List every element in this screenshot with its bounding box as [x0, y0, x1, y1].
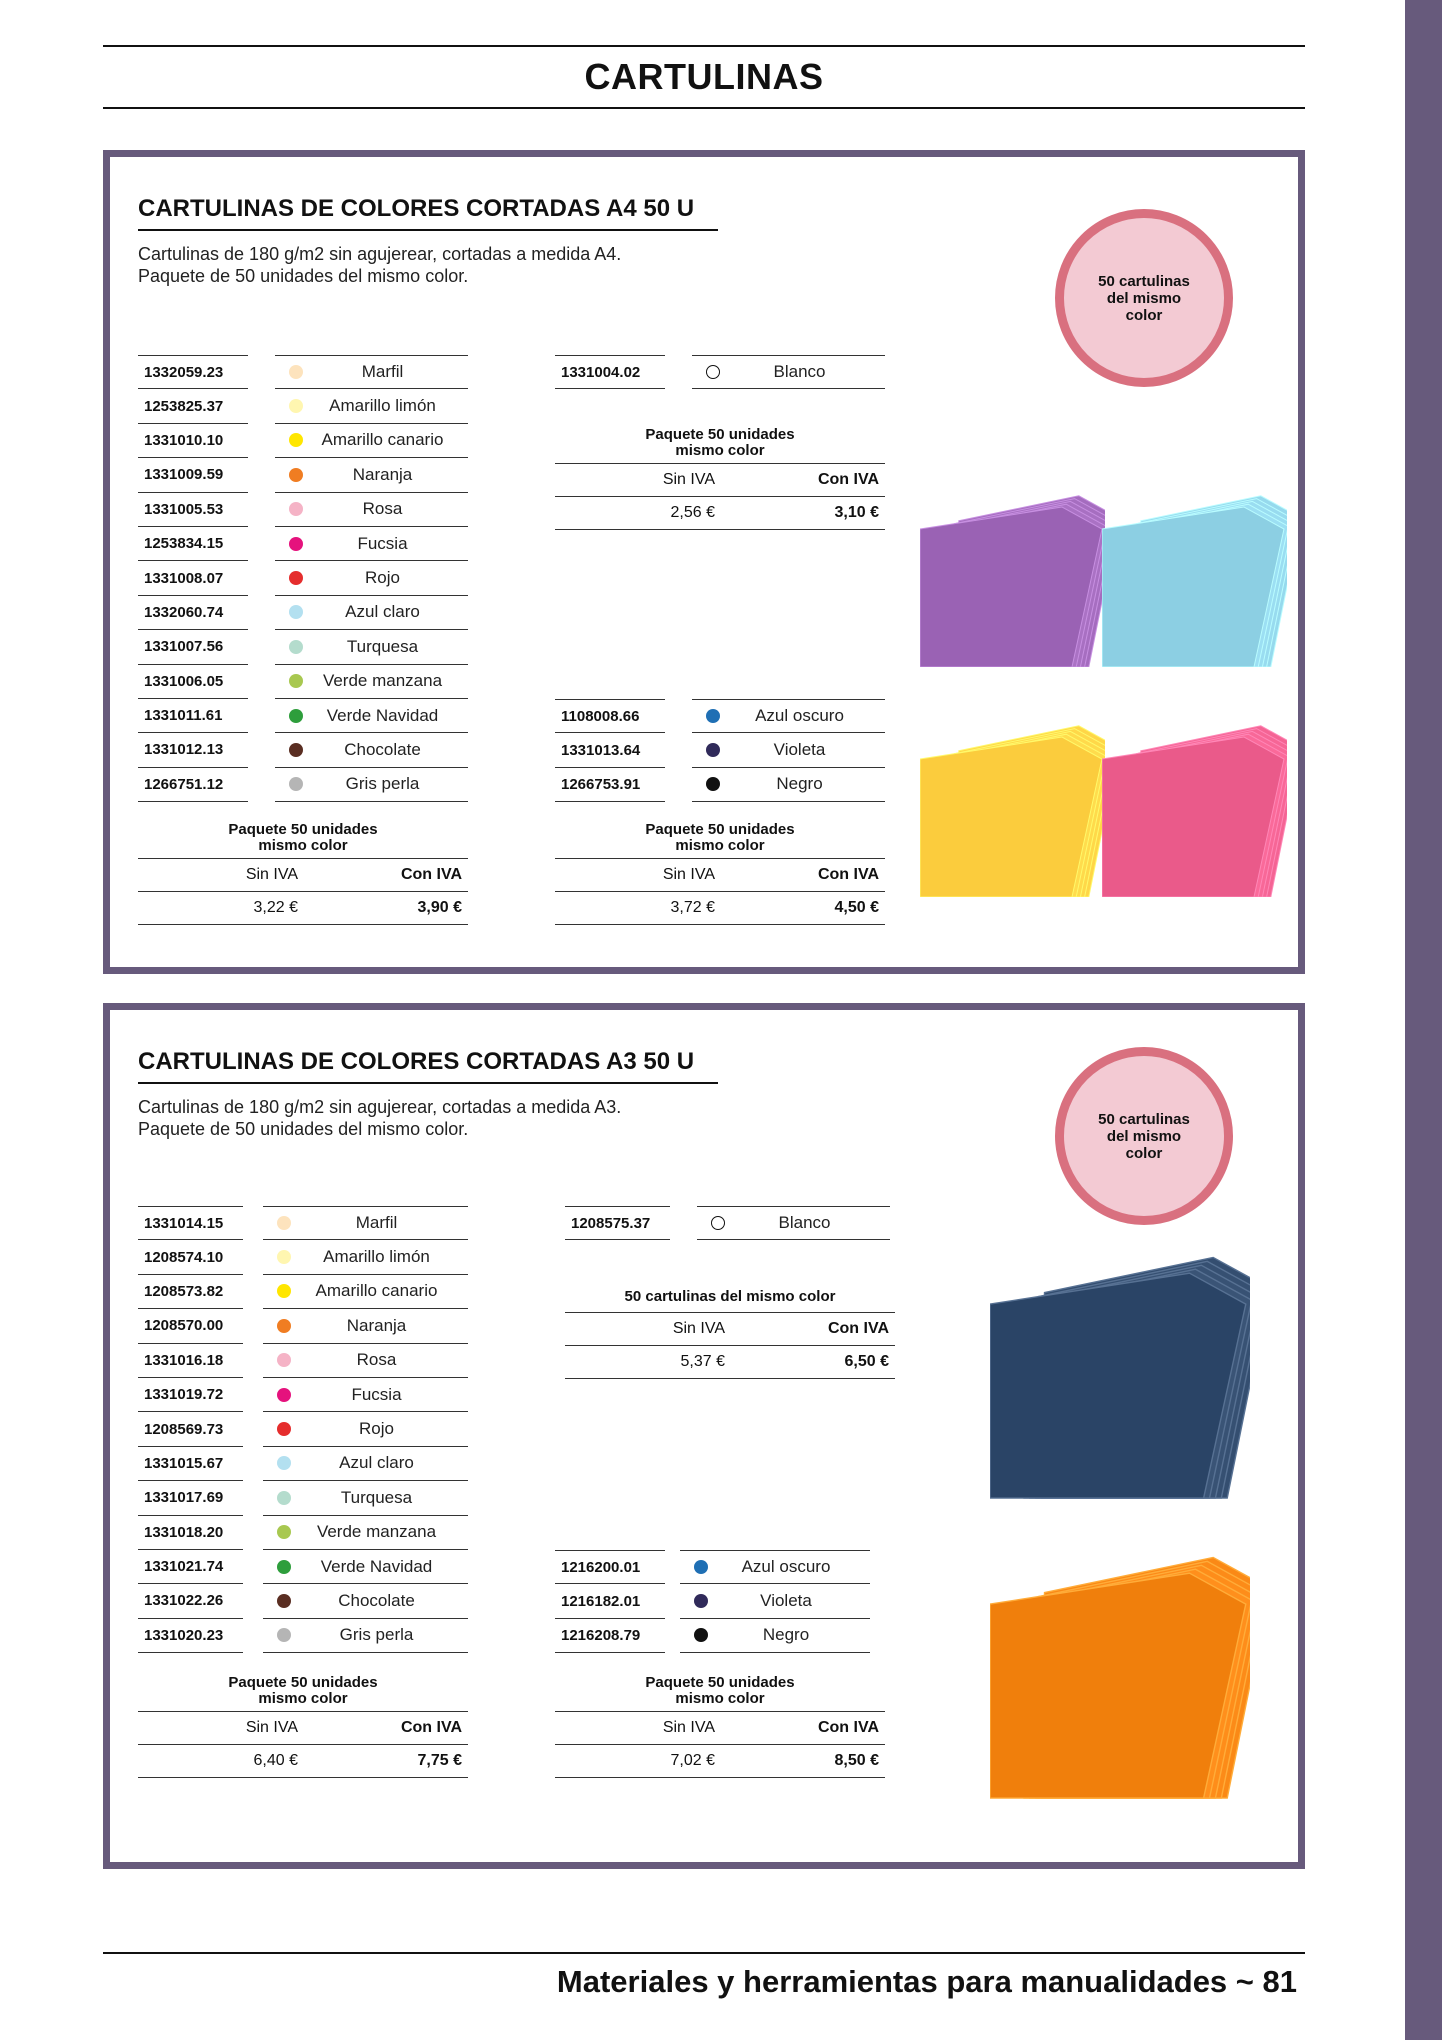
product-code: 1253834.15: [138, 527, 248, 561]
price-title-line: mismo color: [675, 1690, 765, 1707]
color-cell: [263, 1550, 468, 1584]
color-name: Naranja: [346, 1315, 407, 1335]
color-name: Fucsia: [357, 533, 408, 553]
color-cell: [275, 493, 468, 527]
color-name: Turquesa: [346, 636, 419, 656]
price-con-iva: 7,75 €: [417, 1752, 462, 1769]
color-swatch-icon: [694, 1594, 708, 1608]
color-name: Blanco: [773, 362, 826, 382]
page-footer: [103, 1952, 1305, 1999]
product-code: 1331021.74: [138, 1550, 243, 1584]
color-swatch-icon: [706, 709, 720, 723]
card-sheet: [920, 507, 1102, 667]
sin-iva-label: Sin IVA: [662, 866, 715, 883]
price-con-iva: 6,50 €: [844, 1353, 889, 1370]
color-cell: [275, 699, 468, 733]
section-a3: [103, 1003, 1305, 1869]
price-value-row: [138, 892, 468, 925]
color-swatch-icon: [694, 1628, 708, 1642]
page-header: [103, 45, 1305, 109]
color-swatch-icon: [277, 1388, 291, 1402]
color-swatch-icon: [289, 502, 303, 516]
card-sheet: [990, 1573, 1246, 1798]
color-cell: [263, 1619, 468, 1653]
price-title-line: mismo color: [258, 837, 348, 854]
product-code: 1332060.74: [138, 596, 248, 630]
product-code: 1331020.23: [138, 1619, 243, 1653]
price-sin-iva: 2,56 €: [670, 504, 715, 521]
color-swatch-icon: [277, 1250, 291, 1264]
sin-iva-label: Sin IVA: [245, 1719, 298, 1736]
color-cell: [275, 424, 468, 458]
price-title-line: mismo color: [675, 442, 765, 459]
product-code: 1331014.15: [138, 1206, 243, 1240]
price-sin-iva: 3,72 €: [670, 899, 715, 916]
product-code: 1108008.66: [555, 699, 665, 733]
color-swatch-icon: [277, 1594, 291, 1608]
color-name: Amarillo limón: [329, 396, 436, 416]
price-table-main: [138, 1675, 468, 1778]
con-iva-label: Con IVA: [827, 1320, 889, 1337]
color-name: Rosa: [356, 1350, 397, 1370]
color-cell: [263, 1447, 468, 1481]
color-swatch-icon: [289, 605, 303, 619]
color-cell: [263, 1412, 468, 1446]
price-sin-iva: 5,37 €: [680, 1353, 725, 1370]
color-cell: [263, 1206, 468, 1240]
color-cell: [263, 1378, 468, 1412]
color-name: Chocolate: [338, 1590, 415, 1610]
product-code: 1331010.10: [138, 424, 248, 458]
sin-iva-label: Sin IVA: [662, 1719, 715, 1736]
product-code: 1331005.53: [138, 493, 248, 527]
sin-iva-label: Sin IVA: [672, 1320, 725, 1337]
color-cell: [263, 1516, 468, 1550]
product-code: 1331016.18: [138, 1344, 243, 1378]
badge-text: 50 cartulinas del mismo color: [1098, 1110, 1190, 1162]
price-header-row: [138, 859, 468, 892]
color-cell: [263, 1344, 468, 1378]
color-name: Marfil: [361, 362, 404, 382]
price-table-dark: [555, 822, 885, 925]
color-swatch-icon: [277, 1353, 291, 1367]
color-name: Azul claro: [345, 602, 420, 622]
description-line: Paquete de 50 unidades del mismo color.: [138, 1119, 469, 1139]
color-swatch-icon: [289, 468, 303, 482]
color-swatch-icon: [277, 1491, 291, 1505]
price-title-line: Paquete 50 unidades: [228, 821, 378, 838]
color-swatch-icon: [277, 1456, 291, 1470]
price-con-iva: 8,50 €: [834, 1752, 879, 1769]
price-table-title: [138, 822, 468, 859]
color-cell: [263, 1309, 468, 1343]
description-line: Cartulinas de 180 g/m2 sin agujerear, cortadas a medida A4.: [138, 244, 622, 264]
color-swatch-icon: [289, 571, 303, 585]
price-header-row: [138, 1712, 468, 1745]
price-table-white: [555, 427, 885, 530]
product-code: 1331019.72: [138, 1378, 243, 1412]
price-sin-iva: 6,40 €: [253, 1752, 298, 1769]
product-code: 1331015.67: [138, 1447, 243, 1481]
side-color-strip: [1405, 0, 1442, 2040]
product-code: 1331009.59: [138, 458, 248, 492]
color-name: Azul oscuro: [755, 706, 844, 726]
color-cell: [692, 733, 885, 767]
color-name: Naranja: [352, 464, 413, 484]
card-sheet: [990, 1273, 1246, 1498]
purple-card-stack-image: [920, 467, 1105, 667]
product-code: 1216208.79: [555, 1619, 665, 1653]
card-sheet: [1102, 507, 1284, 667]
color-name: Fucsia: [351, 1384, 402, 1404]
color-name: Blanco: [778, 1213, 831, 1233]
price-table-title: [555, 1675, 885, 1712]
color-name: Rosa: [362, 499, 403, 519]
price-value-row: [138, 1745, 468, 1778]
color-cell: [680, 1584, 870, 1618]
color-swatch-icon: [277, 1216, 291, 1230]
color-swatch-icon: [289, 640, 303, 654]
description-line: Cartulinas de 180 g/m2 sin agujerear, cortadas a medida A3.: [138, 1097, 622, 1117]
color-cell: [680, 1619, 870, 1653]
yellow-card-stack-image: [920, 697, 1105, 897]
product-code: 1331008.07: [138, 561, 248, 595]
price-table-dark: [555, 1675, 885, 1778]
footer-text: Materiales y herramientas para manualidades ~ 81: [556, 1964, 1297, 1999]
color-swatch-icon: [289, 743, 303, 757]
product-code: 1331022.26: [138, 1584, 243, 1618]
color-swatch-icon: [706, 777, 720, 791]
color-swatch-icon: [694, 1560, 708, 1574]
color-name: Rojo: [365, 568, 400, 588]
product-code: 1253825.37: [138, 389, 248, 423]
con-iva-label: Con IVA: [817, 1719, 879, 1736]
sin-iva-label: Sin IVA: [245, 866, 298, 883]
section-a4: [103, 150, 1305, 974]
color-cell: [275, 768, 468, 802]
color-name: Verde Navidad: [320, 1556, 433, 1576]
con-iva-label: Con IVA: [400, 1719, 462, 1736]
price-sin-iva: 7,02 €: [670, 1752, 715, 1769]
color-cell: [263, 1481, 468, 1515]
badge-text: 50 cartulinas del mismo color: [1098, 272, 1190, 324]
product-code: 1331013.64: [555, 733, 665, 767]
color-cell: [692, 699, 885, 733]
color-swatch-icon: [289, 777, 303, 791]
product-code: 1266751.12: [138, 768, 248, 802]
price-table-main: [138, 822, 468, 925]
pink-card-stack-image: [1102, 697, 1287, 897]
price-header-row: [555, 464, 885, 497]
color-swatch-icon: [277, 1560, 291, 1574]
con-iva-label: Con IVA: [817, 866, 879, 883]
color-swatch-icon: [277, 1525, 291, 1539]
price-con-iva: 4,50 €: [834, 899, 879, 916]
color-name: Verde Navidad: [326, 705, 439, 725]
color-name: Marfil: [355, 1213, 398, 1233]
color-swatch-icon: [289, 537, 303, 551]
color-swatch-icon: [277, 1628, 291, 1642]
color-name: Violeta: [760, 1591, 812, 1611]
color-swatch-icon: [289, 674, 303, 688]
section-title: CARTULINAS DE COLORES CORTADAS A3 50 U: [138, 1048, 718, 1084]
product-code: 1208570.00: [138, 1309, 243, 1343]
product-code: 1331006.05: [138, 665, 248, 699]
price-table-white: [565, 1288, 895, 1379]
color-name: Azul oscuro: [741, 1557, 831, 1577]
product-code: 1208574.10: [138, 1240, 243, 1274]
page-title: CARTULINAS: [584, 56, 824, 97]
color-name: Gris perla: [345, 774, 420, 794]
color-cell: [263, 1275, 468, 1309]
color-name: Rojo: [359, 1419, 394, 1439]
product-code: 1331018.20: [138, 1516, 243, 1550]
color-swatch-icon: [277, 1319, 291, 1333]
color-cell: [692, 355, 885, 389]
product-code: 1331017.69: [138, 1481, 243, 1515]
price-table-title: [565, 1288, 895, 1313]
price-value-row: [565, 1346, 895, 1379]
product-code: 1208573.82: [138, 1275, 243, 1309]
product-code: 1216182.01: [555, 1584, 665, 1618]
color-name: Chocolate: [344, 739, 421, 759]
badge-50-sheets: [1055, 209, 1233, 387]
price-con-iva: 3,90 €: [417, 899, 462, 916]
color-name: Amarillo limón: [323, 1247, 430, 1267]
price-header-row: [555, 1712, 885, 1745]
product-code: 1208569.73: [138, 1412, 243, 1446]
section-description: [138, 1096, 621, 1140]
color-cell: [275, 733, 468, 767]
color-swatch-icon: [711, 1216, 725, 1230]
orange-card-stack-image: [990, 1515, 1250, 1800]
price-title-line: Paquete 50 unidades: [228, 1674, 378, 1691]
section-title: CARTULINAS DE COLORES CORTADAS A4 50 U: [138, 195, 718, 231]
con-iva-label: Con IVA: [400, 866, 462, 883]
color-cell: [263, 1240, 468, 1274]
con-iva-label: Con IVA: [817, 471, 879, 488]
light-blue-card-stack-image: [1102, 467, 1287, 667]
color-name: Negro: [762, 1625, 810, 1645]
price-value-row: [555, 892, 885, 925]
color-name: Amarillo canario: [321, 430, 444, 450]
color-cell: [275, 389, 468, 423]
section-description: [138, 243, 621, 287]
color-swatch-icon: [706, 743, 720, 757]
color-cell: [275, 665, 468, 699]
product-code: 1331012.13: [138, 733, 248, 767]
color-cell: [263, 1584, 468, 1618]
product-code: 1332059.23: [138, 355, 248, 389]
sin-iva-label: Sin IVA: [662, 471, 715, 488]
color-name: Negro: [776, 774, 823, 794]
product-code: 1266753.91: [555, 768, 665, 802]
color-swatch-icon: [277, 1422, 291, 1436]
color-cell: [697, 1206, 890, 1240]
color-name: Amarillo canario: [315, 1281, 438, 1301]
color-swatch-icon: [289, 399, 303, 413]
price-title-line: mismo color: [258, 1690, 348, 1707]
navy-card-stack-image: [990, 1215, 1250, 1500]
price-title-line: Paquete 50 unidades: [645, 426, 795, 443]
color-cell: [692, 768, 885, 802]
price-value-row: [555, 1745, 885, 1778]
color-name: Violeta: [773, 740, 826, 760]
color-name: Azul claro: [339, 1453, 414, 1473]
color-swatch-icon: [289, 709, 303, 723]
color-cell: [275, 527, 468, 561]
color-swatch-icon: [706, 365, 720, 379]
color-name: Turquesa: [340, 1487, 413, 1507]
color-swatch-icon: [277, 1284, 291, 1298]
price-table-title: [138, 1675, 468, 1712]
price-title-line: Paquete 50 unidades: [645, 821, 795, 838]
product-code: 1331011.61: [138, 699, 248, 733]
price-table-title: [555, 427, 885, 464]
color-cell: [275, 458, 468, 492]
price-title-line: mismo color: [675, 837, 765, 854]
price-con-iva: 3,10 €: [834, 504, 879, 521]
price-title-line: Paquete 50 unidades: [645, 1674, 795, 1691]
color-swatch-icon: [289, 433, 303, 447]
product-code: 1331004.02: [555, 355, 665, 389]
color-cell: [680, 1550, 870, 1584]
color-cell: [275, 355, 468, 389]
price-header-row: [555, 859, 885, 892]
color-name: Verde manzana: [322, 671, 443, 691]
price-value-row: [555, 497, 885, 530]
price-header-row: [565, 1313, 895, 1346]
price-table-title: [555, 822, 885, 859]
product-code: 1208575.37: [565, 1206, 670, 1240]
card-sheet: [1102, 737, 1284, 897]
color-name: Verde manzana: [316, 1522, 437, 1542]
color-cell: [275, 596, 468, 630]
description-line: Paquete de 50 unidades del mismo color.: [138, 266, 469, 286]
product-code: 1331007.56: [138, 630, 248, 664]
price-sin-iva: 3,22 €: [253, 899, 298, 916]
color-name: Gris perla: [339, 1625, 414, 1645]
badge-50-sheets: [1055, 1047, 1233, 1225]
color-cell: [275, 630, 468, 664]
color-cell: [275, 561, 468, 595]
price-title-line: 50 cartulinas del mismo color: [624, 1288, 836, 1305]
product-code: 1216200.01: [555, 1550, 665, 1584]
color-swatch-icon: [289, 365, 303, 379]
card-sheet: [920, 737, 1102, 897]
